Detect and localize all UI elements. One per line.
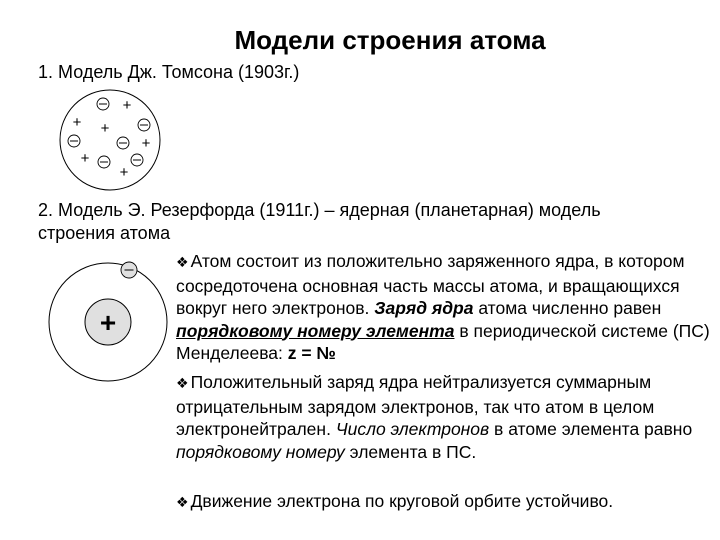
thomson-proton: + (141, 135, 151, 152)
bullet-1: ❖ Атом состоит из положительно заряженного ядра, в котором сосредоточена основная часть массы атома, и вращающихся вокруг него электронов. Заряд ядра атома численно равен порядковому номеру элемента в периодической системе (ПС) Менделеева: z = № (176, 251, 710, 363)
bullet-marker-icon: ❖ (176, 495, 189, 511)
nucleus-plus-sign: + (99, 307, 117, 338)
rutherford-model-diagram (49, 262, 167, 381)
thomson-electron (68, 135, 80, 147)
thomson-proton: + (122, 97, 132, 114)
thomson-proton: + (80, 150, 90, 167)
rutherford-electron (121, 262, 137, 278)
thomson-electron (131, 154, 143, 166)
thomson-heading: 1. Модель Дж. Томсона (1903г.) (38, 62, 300, 82)
bullet-3: ❖ Движение электрона по круговой орбите устойчиво. (176, 491, 614, 511)
bullet-marker-icon: ❖ (176, 255, 189, 271)
rutherford-heading-line2: строения атома (38, 223, 171, 243)
rutherford-heading-line1: 2. Модель Э. Резерфорда (1911г.) – ядерная (планетарная) модель (38, 200, 601, 220)
thomson-electron (97, 98, 109, 110)
thomson-proton: + (72, 114, 82, 131)
thomson-proton: + (119, 164, 129, 181)
bullet-marker-icon: ❖ (176, 376, 189, 392)
thomson-model-diagram (60, 90, 160, 190)
thomson-electron (138, 119, 150, 131)
formula: z = № (287, 343, 336, 363)
thomson-electron (117, 137, 129, 149)
bullet-2: ❖ Положительный заряд ядра нейтрализуется суммарным отрицательным зарядом электронов, так что атом в целом электронейтрален. Число электронов в атоме элемента равно порядковому номеру элемента в ПС. (176, 372, 693, 462)
thomson-proton: + (100, 120, 110, 137)
page-title: Модели строения атома (234, 25, 546, 55)
thomson-electron (98, 156, 110, 168)
